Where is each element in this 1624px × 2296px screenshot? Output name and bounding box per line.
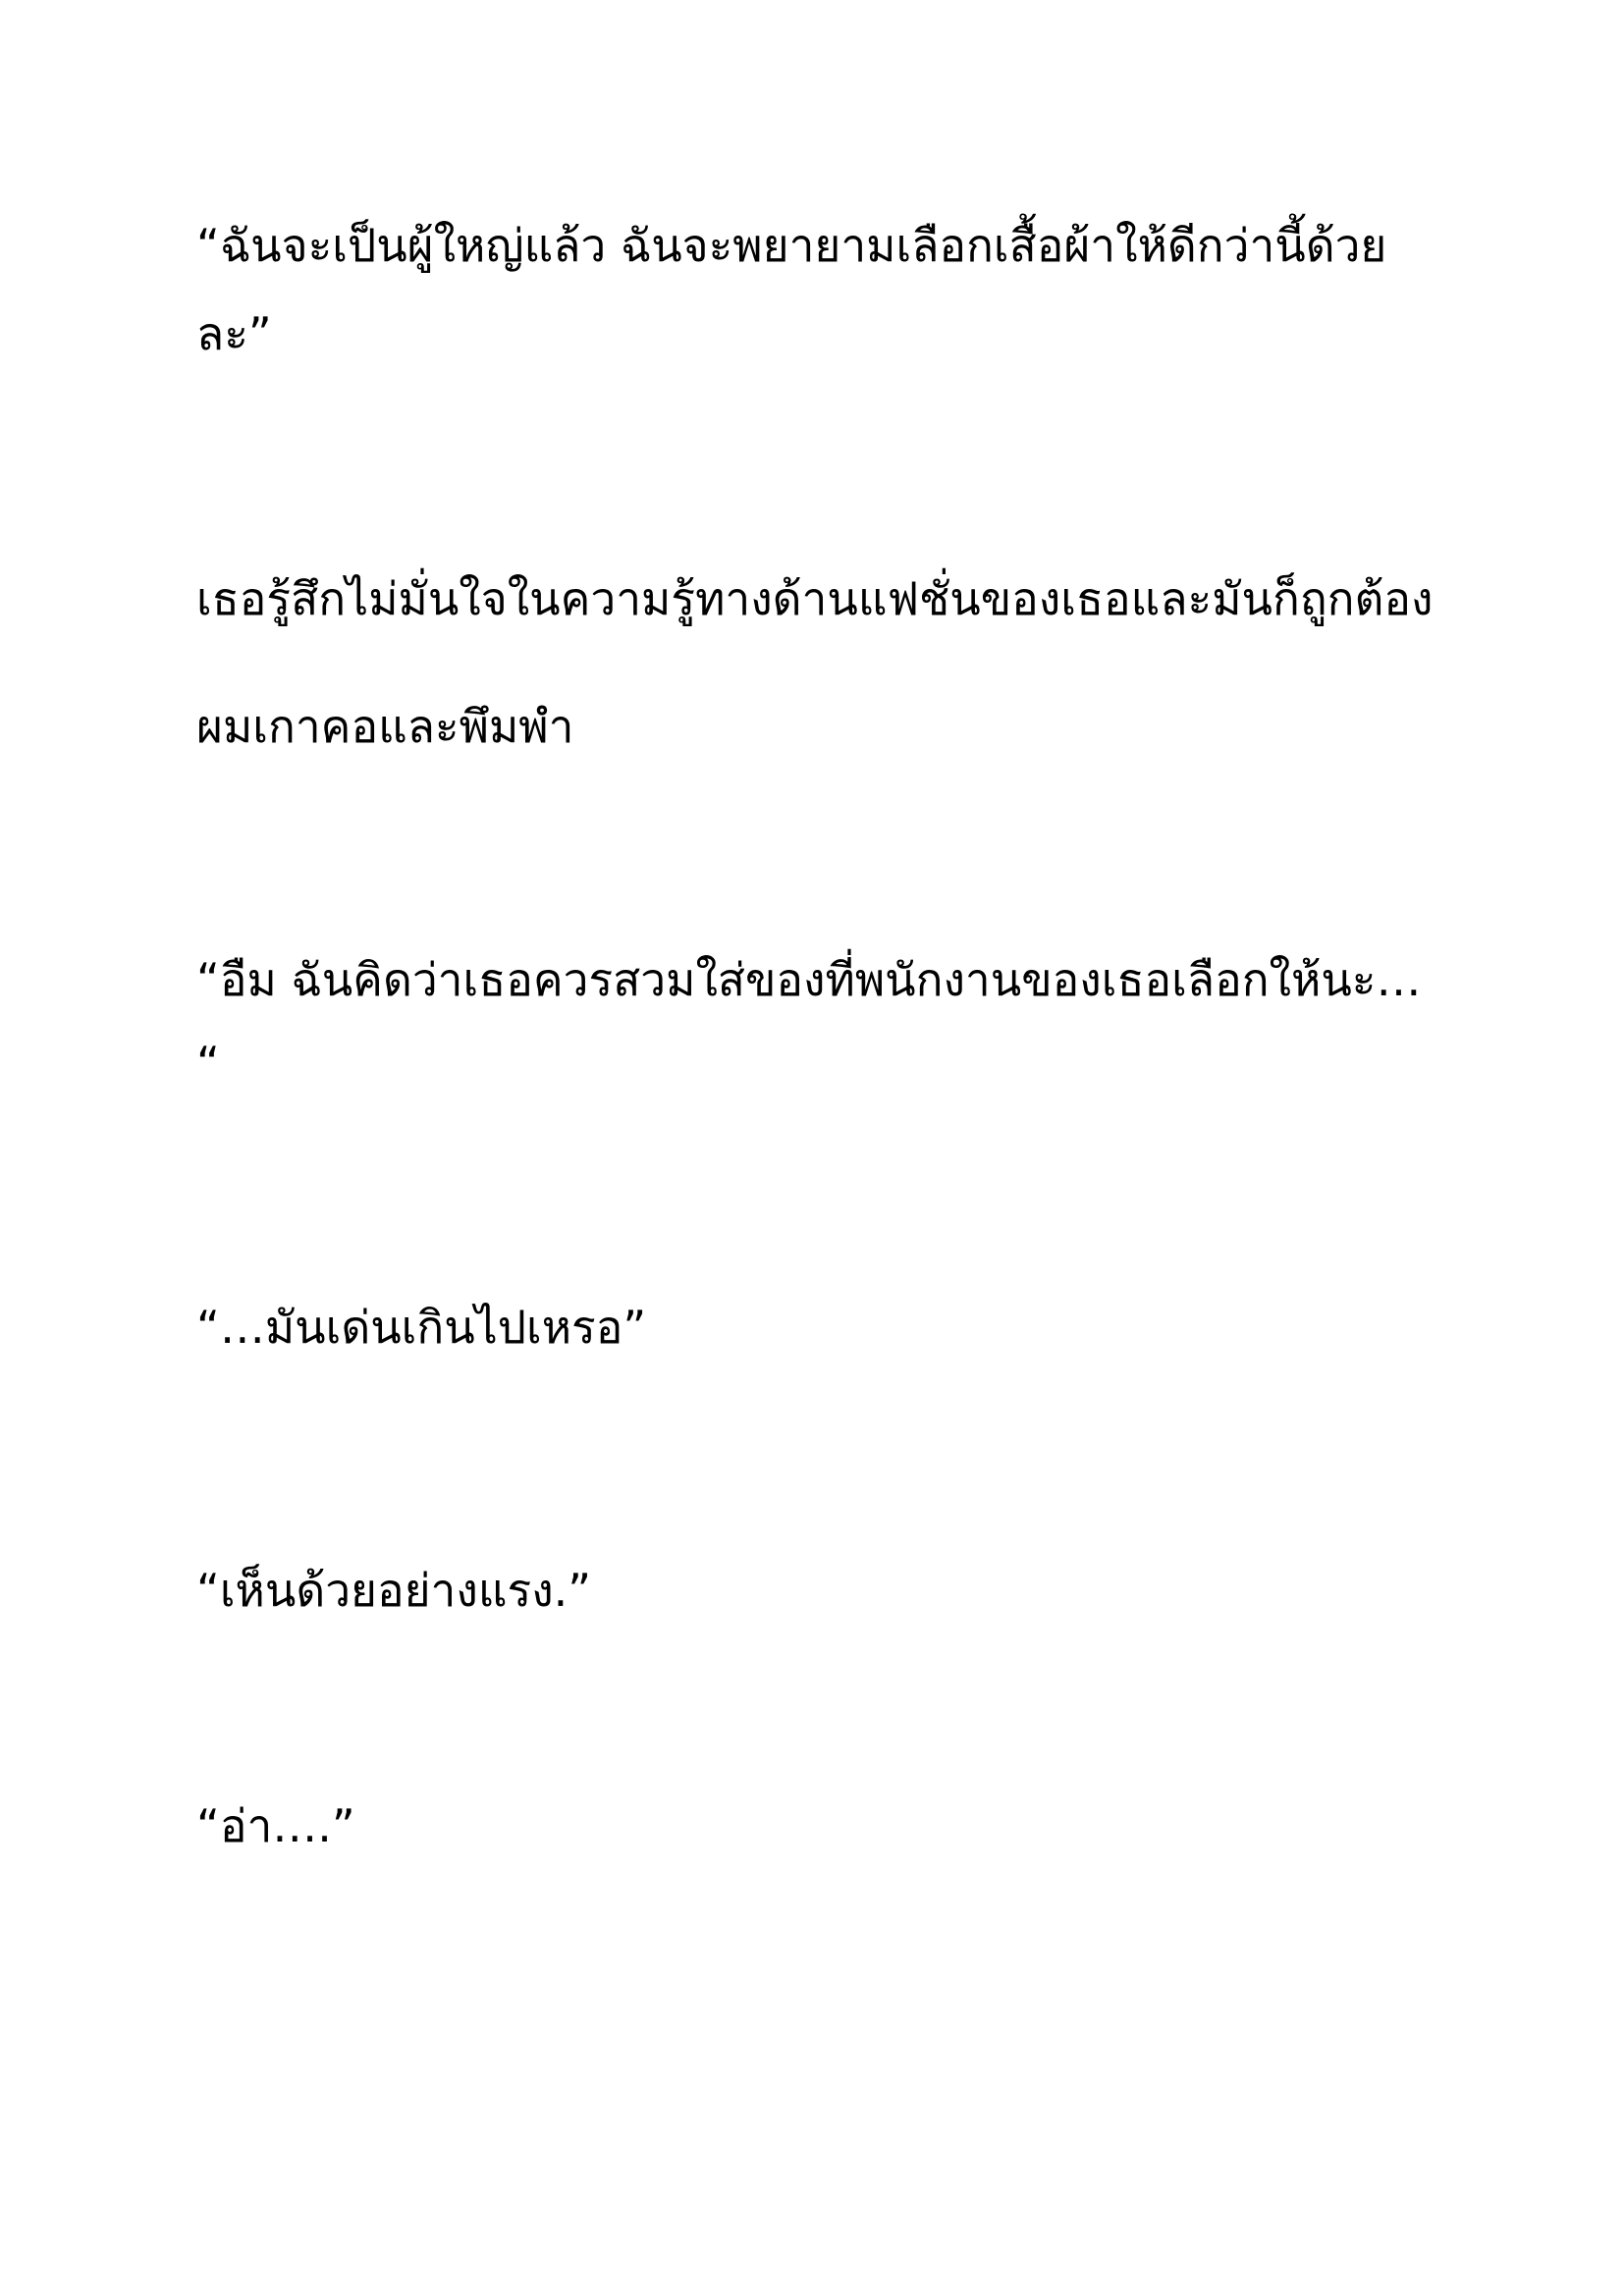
text-line: ผมเกาคอและพึมพำ — [196, 700, 574, 753]
text-line: “ — [196, 1037, 220, 1090]
text-line: “อ่า….” — [196, 1799, 355, 1852]
text-line: “…มันเด่นเกินไปเหรอ” — [196, 1301, 647, 1354]
text-line: ละ” — [196, 307, 272, 360]
text-line: “เห็นด้วยอย่างแรง.” — [196, 1564, 592, 1617]
text-line: “ฉันจะเป็นผู้ใหญ่แล้ว ฉันจะพยายามเลือกเสื้อผ้าให้ดีกว่านี้ด้วย — [196, 219, 1387, 272]
text-line: “อืม ฉันคิดว่าเธอควรสวมใส่ของที่พนักงานของเธอเลือกให้นะ… — [196, 953, 1422, 1006]
text-line: เธอรู้สึกไม่มั่นใจในความรู้ทางด้านแฟชั่นของเธอและมันก็ถูกต้อง — [196, 572, 1434, 625]
